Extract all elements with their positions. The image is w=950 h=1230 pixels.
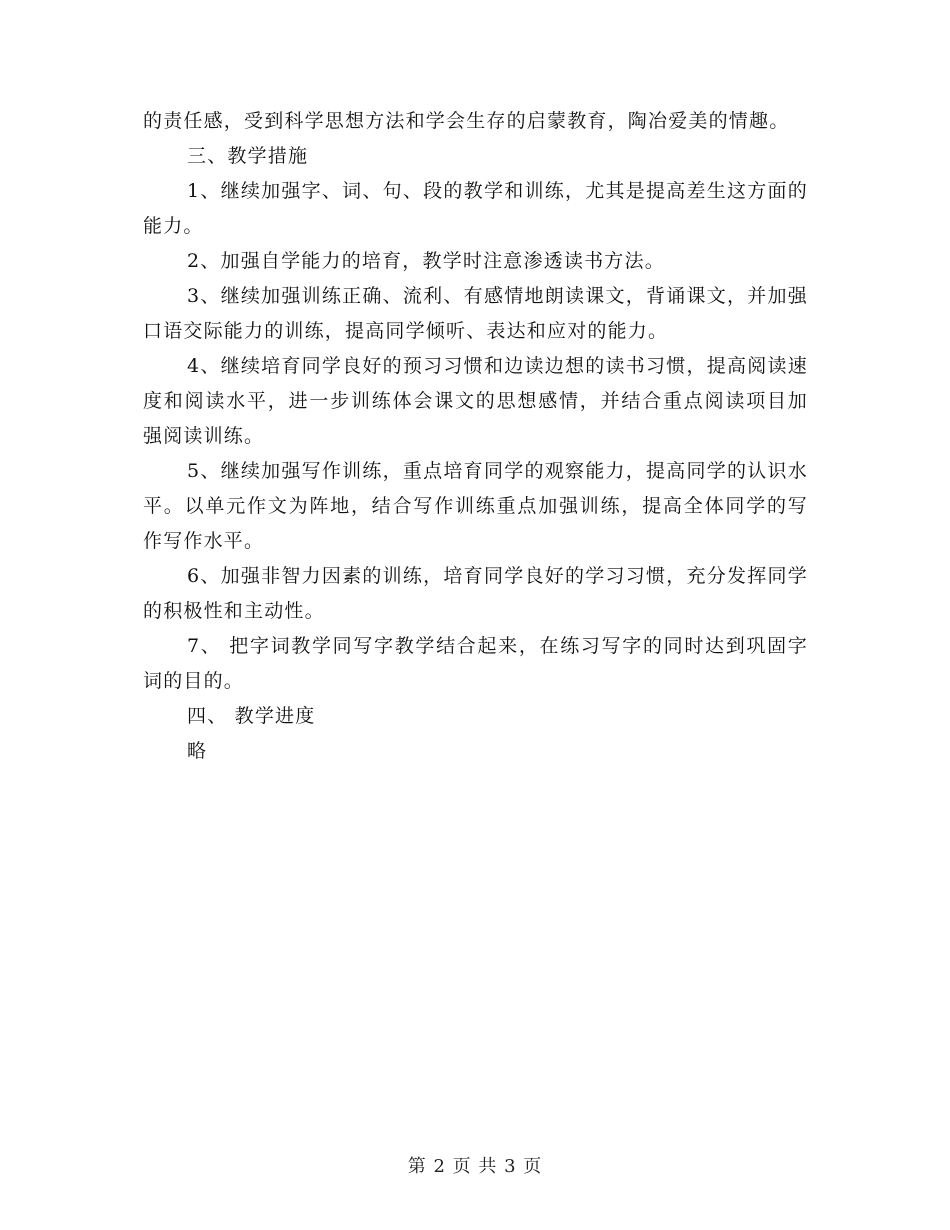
document-body bbox=[143, 104, 808, 769]
page-number-footer: 第 2 页 共 3 页 bbox=[407, 1156, 543, 1177]
measure-item-4: 4、继续培育同学良好的预习习惯和边读边想的读书习惯，提高阅读速度和阅读水平，进一步训练体会课文的思想感情，并结合重点阅读项目加强阅读训练。 bbox=[143, 355, 808, 447]
measure-item-5: 5、继续加强写作训练，重点培育同学的观察能力，提高同学的认识水平。以单元作文为阵地，结合写作训练重点加强训练，提高全体同学的写作写作水平。 bbox=[143, 460, 808, 552]
progress-text: 略 bbox=[187, 740, 208, 762]
paragraph-continuation: 的责任感，受到科学思想方法和学会生存的启蒙教育，陶冶爱美的情趣。 bbox=[143, 110, 790, 132]
measure-item-1: 1、继续加强字、词、句、段的教学和训练，尤其是提高差生这方面的能力。 bbox=[143, 180, 808, 237]
section-heading-progress: 四、 教学进度 bbox=[187, 705, 316, 727]
measure-item-6: 6、加强非智力因素的训练，培育同学良好的学习习惯，充分发挥同学的积极性和主动性。 bbox=[143, 565, 808, 622]
measure-item-3: 3、继续加强训练正确、流利、有感情地朗读课文，背诵课文，并加强口语交际能力的训练，提高同学倾听、表达和应对的能力。 bbox=[143, 285, 808, 342]
section-heading-measures: 三、教学措施 bbox=[187, 145, 309, 167]
measure-item-2: 2、加强自学能力的培育，教学时注意渗透读书方法。 bbox=[187, 250, 665, 272]
measure-item-7: 7、 把字词教学同写字教学结合起来，在练习写字的同时达到巩固字词的目的。 bbox=[143, 635, 808, 692]
